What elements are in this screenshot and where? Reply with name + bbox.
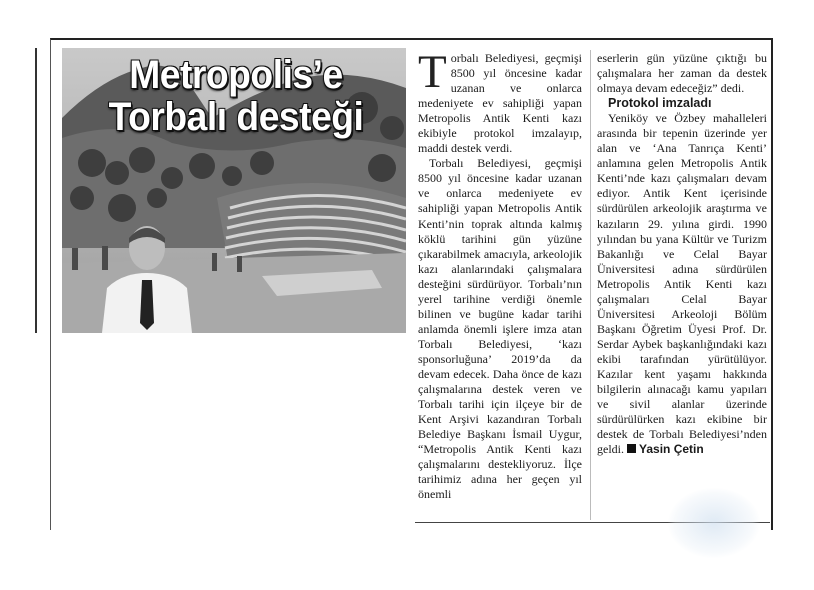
headline-line-2: Torbalı desteği <box>108 95 364 139</box>
body-paragraph-3 <box>597 111 767 457</box>
byline-author: Yasin Çetin <box>639 442 704 457</box>
body-paragraph-2-continued: eserlerin gün yüzüne çıktığı bu çalışmalara her zaman da destek olmaya devam edeceğiz” dedi. <box>597 51 767 96</box>
text-column-2 <box>597 51 767 457</box>
headline-line-1: Metropolis’e <box>129 53 343 97</box>
headline <box>82 54 391 138</box>
lead-text: orbalı Belediyesi, geçmişi 8500 yıl öncesine kadar uzanan ve onlarca medeniyete ev sahipliği yapan Metropolis Antik Kenti kazı ekibiyle protokol imzalayıp, maddi destek verdi. <box>418 51 582 156</box>
byline-square-icon <box>627 444 636 453</box>
body-paragraph-2: Torbalı Belediyesi, geçmişi 8500 yıl öncesine kadar uzanan ve onlarca medeniyete ev sahipliği yapan Metropolis Antik Kenti’nin toprak altında kalmış köklü tarihini gün yüzüne çıkarabilmek amacıyla, arkeolojik kazı alanlarındaki çalışmalara desteğini sürdürüyor. Torbalı’nın yerel tarihine verdiği önemle bilinen ve bugüne kadar tarihi anlamda önemli işlere imza atan Torbalı Belediyesi, ‘kazı sponsorluğuna’ 2019’da da devam edecek. Daha önce de kazı çalışmalarına destek veren ve Torbalı tarihi için ilçeye bir de Kent Arşivi kazandıran Torbalı Belediye Başkanı İsmail Uygur, “Metropolis Antik Kenti kazı çalışmalarını destekliyoruz. İlçe tarihimiz adına her geçen yıl önemli <box>418 156 582 502</box>
lead-paragraph <box>418 46 582 156</box>
subheading: Protokol imzaladı <box>608 96 712 111</box>
text-column-1 <box>418 46 582 502</box>
body-paragraph-3-text: Yeniköy ve Özbey mahalleleri arasında bir tepenin üzerinde yer alan ve ‘Ana Tanrıça Kenti’ anlamına gelen Metropolis Antik Kenti’nde kazı çalışmaları devam ediyor. Antik Kent içerisinde sürdürülen arkeolojik araştırma ve kazıların 29. yılına girdi. 1990 yılından bu yana Kültür ve Turizm Bakanlığı ve Celal Bayar Üniversitesi adına sürdürülen Metropolis Antik Kenti kazı çalışmaları Celal Bayar Üniversitesi Arkeoloji Bölüm Başkanı Öğretim Üyesi Prof. Dr. Serdar Aybek başkanlığındaki kazı ekibi tarafından yürütülüyor. Kazılar kent yaşamı hakkında bilgilerin alınacağı kamu yapıları ve sivil alanlar üzerinde sürdürülürken kazı ekibine bir destek de Torbalı Belediyesi’nden geldi. <box>597 111 767 457</box>
drop-cap: T <box>418 46 447 98</box>
watermark-stamp <box>668 488 760 558</box>
column-rule-left <box>35 48 37 333</box>
column-separator <box>590 50 591 520</box>
byline <box>624 442 704 456</box>
article-photo <box>62 48 406 333</box>
